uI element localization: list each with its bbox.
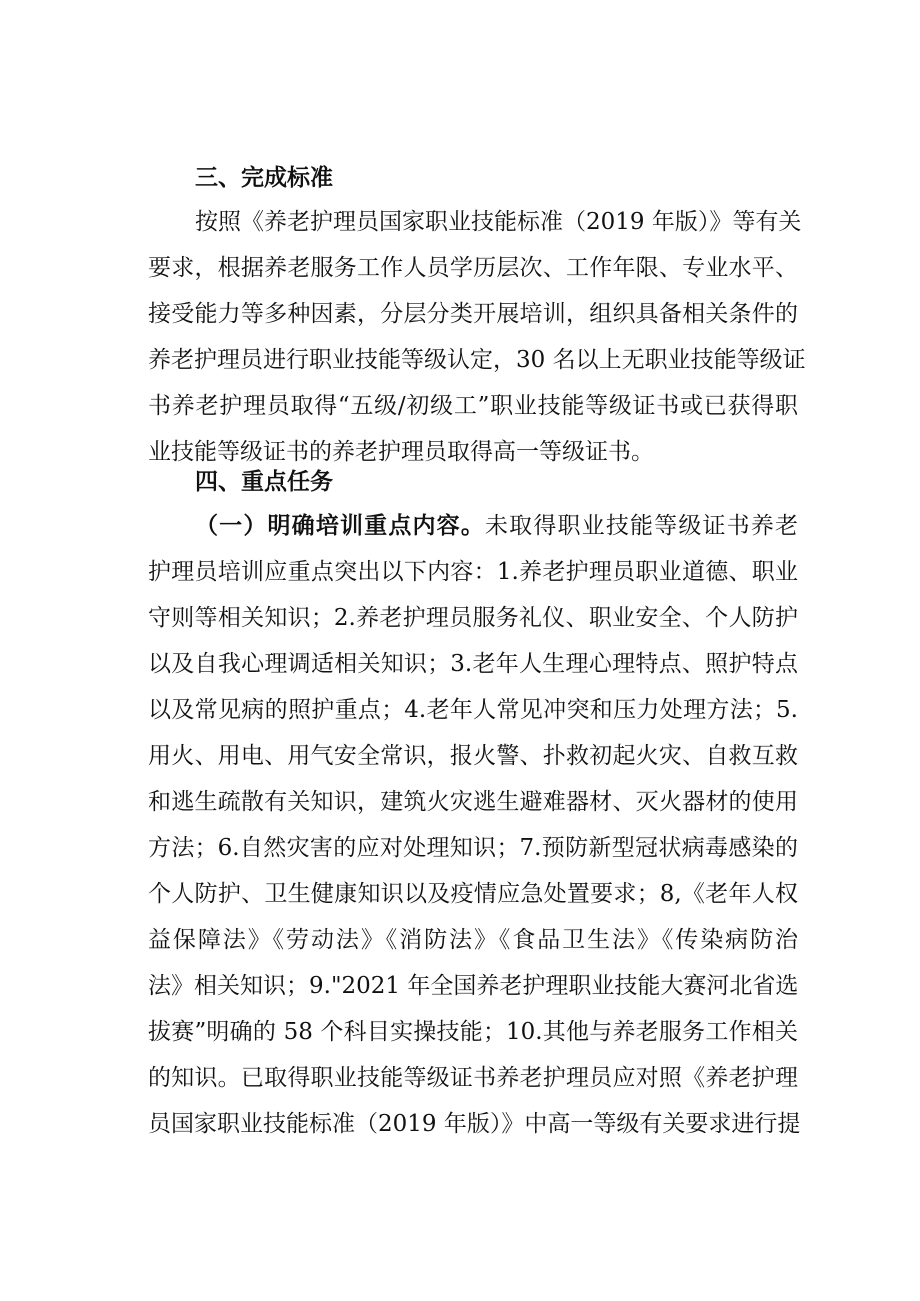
- paragraph-line: 养老护理员进行职业技能等级认定，30 名以上无职业技能等级证: [148, 347, 806, 373]
- item-1-first-line: [195, 502, 798, 550]
- section-3-heading: 三、完成标准: [195, 165, 333, 191]
- item-1-lead: （一）明确培训重点内容。: [195, 513, 485, 539]
- paragraph-line: 和逃生疏散有关知识，建筑火灾逃生避难器材、灭火器材的使用: [148, 789, 798, 815]
- paragraph-line: 以及自我心理调适相关知识；3.老年人生理心理特点、照护特点: [148, 651, 798, 677]
- paragraph-line: 书养老护理员取得“五级/初级工”职业技能等级证书或已获得职: [148, 393, 798, 419]
- paragraph-line: 接受能力等多种因素，分层分类开展培训，组织具备相关条件的: [148, 301, 798, 327]
- paragraph-line: 按照《养老护理员国家职业技能标准（2019 年版）》等有关: [195, 209, 802, 235]
- paragraph-line: 益保障法》《劳动法》《消防法》《食品卫生法》《传染病防治: [148, 927, 798, 953]
- paragraph-line: 法》相关知识；9."2021 年全国养老护理职业技能大赛河北省选: [148, 973, 799, 999]
- paragraph-line: 的知识。已取得职业技能等级证书养老护理员应对照《养老护理: [148, 1065, 798, 1091]
- paragraph-line: 拔赛”明确的 58 个科目实操技能；10.其他与养老服务工作相关: [148, 1019, 798, 1045]
- paragraph-line: 方法；6.自然灾害的应对处理知识；7.预防新型冠状病毒感染的: [148, 835, 798, 861]
- section-4-heading: 四、重点任务: [195, 469, 333, 495]
- paragraph-line: 以及常见病的照护重点；4.老年人常见冲突和压力处理方法；5.: [148, 697, 798, 723]
- item-1-first-rest: 未取得职业技能等级证书养老: [485, 513, 799, 539]
- paragraph-line: 业技能等级证书的养老护理员取得高一等级证书。: [148, 439, 654, 465]
- paragraph-line: 员国家职业技能标准（2019 年版）》中高一等级有关要求进行提: [148, 1111, 801, 1137]
- paragraph-line: 守则等相关知识；2.养老护理员服务礼仪、职业安全、个人防护: [148, 605, 798, 631]
- paragraph-line: 护理员培训应重点突出以下内容：1.养老护理员职业道德、职业: [148, 559, 798, 585]
- paragraph-line: 要求，根据养老服务工作人员学历层次、工作年限、专业水平、: [148, 255, 798, 281]
- paragraph-line: 用火、用电、用气安全常识，报火警、扑救初起火灾、自救互救: [148, 743, 798, 769]
- paragraph-line: 个人防护、卫生健康知识以及疫情应急处置要求；8,《老年人权: [148, 881, 798, 907]
